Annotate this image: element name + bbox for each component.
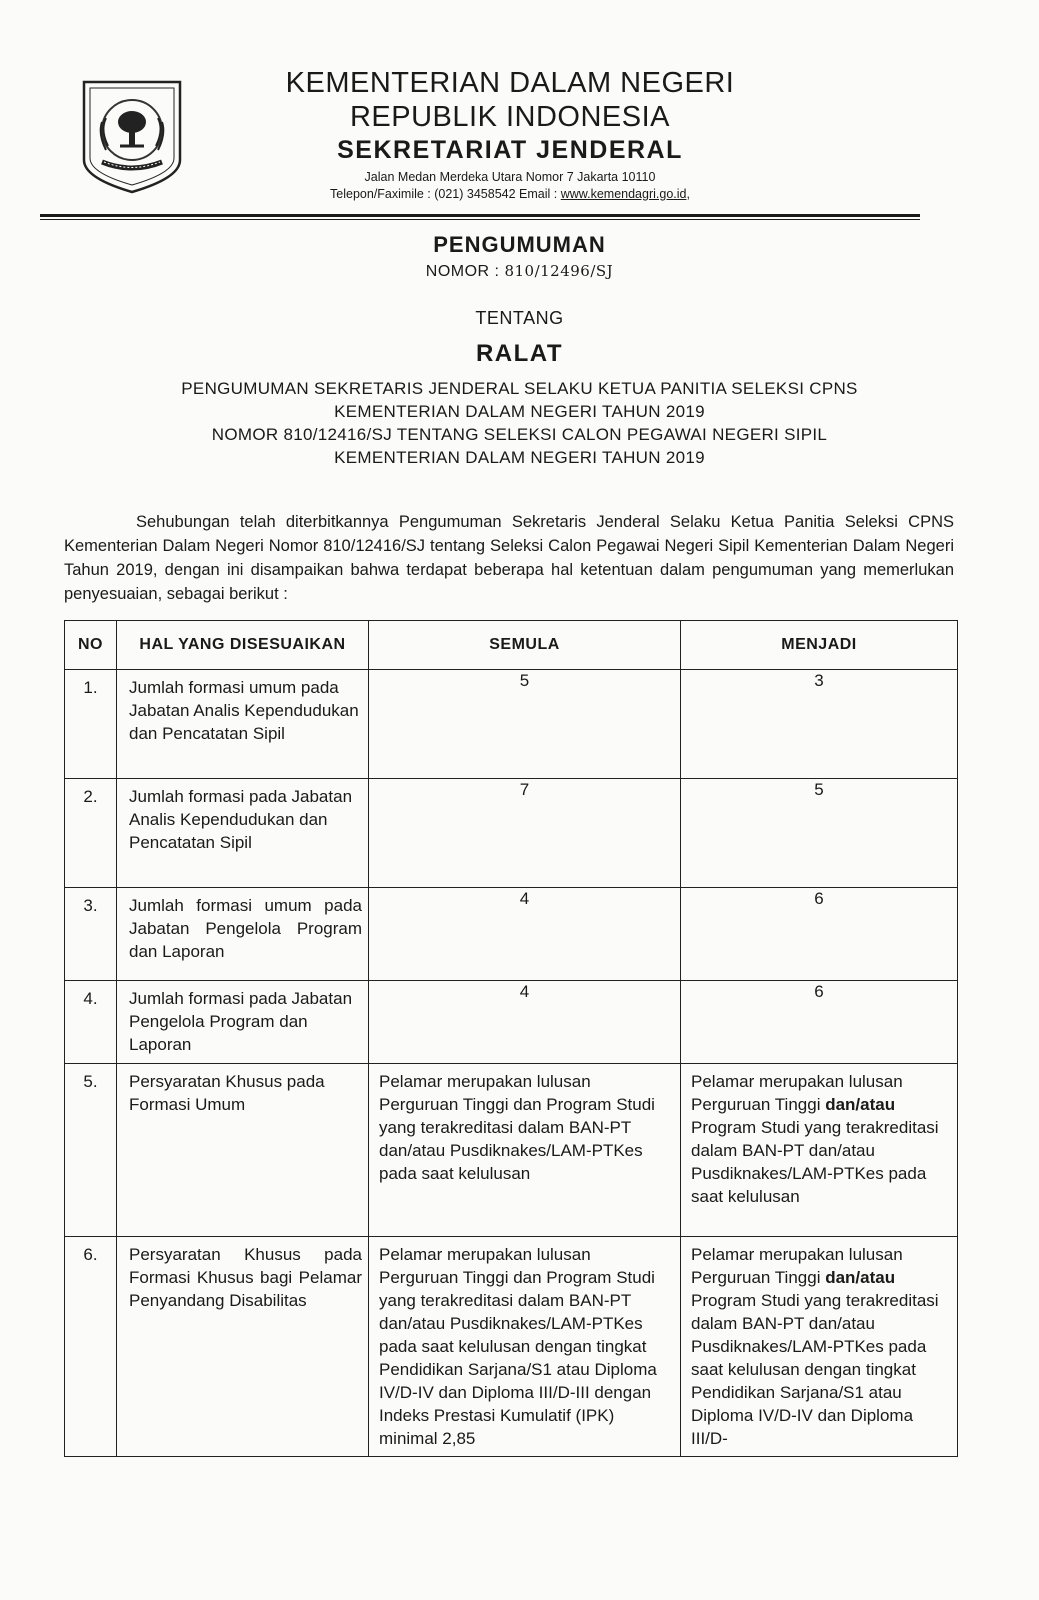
row-subject: Persyaratan Khusus pada Formasi Khusus bagi Pelamar Penyandang Disabilitas bbox=[117, 1237, 369, 1457]
header-menjadi: MENJADI bbox=[681, 621, 958, 670]
row-subject: Jumlah formasi umum pada Jabatan Analis Kependudukan dan Pencatatan Sipil bbox=[117, 670, 369, 779]
row-subject: Jumlah formasi pada Jabatan Analis Kependudukan dan Pencatatan Sipil bbox=[117, 779, 369, 888]
table-row bbox=[65, 888, 958, 981]
body-paragraph bbox=[64, 510, 954, 606]
row-number: 6. bbox=[65, 1237, 117, 1457]
row-original-value: 5 bbox=[369, 670, 681, 779]
row-corrected-text bbox=[681, 1064, 958, 1237]
row-original-value: 4 bbox=[369, 981, 681, 1064]
website-suffix: , bbox=[686, 187, 690, 201]
letterhead bbox=[230, 66, 790, 202]
row-corrected-value: 6 bbox=[681, 981, 958, 1064]
row-corrected-text bbox=[681, 1237, 958, 1457]
header-semula: SEMULA bbox=[369, 621, 681, 670]
table-row bbox=[65, 1064, 958, 1237]
letterhead-phone: Telepon/Faximile : (021) 3458542 Email : bbox=[330, 187, 561, 201]
letterhead-divider-thick bbox=[40, 214, 920, 217]
table-header-row bbox=[65, 621, 958, 670]
corrected-text-pre: Pelamar merupakan lulusan Perguruan Tinggi bbox=[691, 1245, 903, 1287]
table-row bbox=[65, 981, 958, 1064]
corrected-text-emphasis: dan/atau bbox=[825, 1268, 896, 1287]
row-number: 1. bbox=[65, 670, 117, 779]
row-subject: Persyaratan Khusus pada Formasi Umum bbox=[117, 1064, 369, 1237]
row-corrected-value: 5 bbox=[681, 779, 958, 888]
corrected-text-emphasis: dan/atau bbox=[825, 1095, 896, 1114]
subject-line: KEMENTERIAN DALAM NEGERI TAHUN 2019 bbox=[334, 448, 705, 467]
subject-description bbox=[0, 377, 1039, 469]
website-link[interactable]: www.kemendagri.go.id bbox=[560, 187, 687, 201]
row-corrected-value: 6 bbox=[681, 888, 958, 981]
ministry-emblem-icon bbox=[80, 78, 184, 196]
table-row bbox=[65, 670, 958, 779]
correction-table bbox=[64, 620, 958, 1457]
row-original-text: Pelamar merupakan lulusan Perguruan Tinggi dan Program Studi yang terakreditasi dalam BAN-PT dan/atau Pusdiknakes/LAM-PTKes pada saat kelulusan bbox=[369, 1064, 681, 1237]
header-no: NO bbox=[65, 621, 117, 670]
number-label: NOMOR : bbox=[425, 263, 505, 280]
row-number: 5. bbox=[65, 1064, 117, 1237]
subject-line: KEMENTERIAN DALAM NEGERI TAHUN 2019 bbox=[334, 402, 705, 421]
table-row bbox=[65, 1237, 958, 1457]
row-subject: Jumlah formasi pada Jabatan Pengelola Program dan Laporan bbox=[117, 981, 369, 1064]
number-value: 810/12496/SJ bbox=[504, 262, 614, 280]
announcement-heading: PENGUMUMAN bbox=[433, 232, 606, 257]
letterhead-ministry: KEMENTERIAN DALAM NEGERI bbox=[285, 67, 735, 99]
announcement-number bbox=[0, 262, 1039, 281]
letterhead-address: Jalan Medan Merdeka Utara Nomor 7 Jakarta 10110 bbox=[364, 170, 656, 184]
row-number: 2. bbox=[65, 779, 117, 888]
subject-line: NOMOR 810/12416/SJ TENTANG SELEKSI CALON PEGAWAI NEGERI SIPIL bbox=[211, 425, 828, 444]
row-number: 3. bbox=[65, 888, 117, 981]
subject-line: PENGUMUMAN SEKRETARIS JENDERAL SELAKU KETUA PANITIA SELEKSI CPNS bbox=[181, 379, 858, 398]
letterhead-contact bbox=[230, 186, 790, 202]
corrected-text-post: Program Studi yang terakreditasi dalam BAN-PT dan/atau Pusdiknakes/LAM-PTKes pada saat kelulusan bbox=[691, 1118, 939, 1206]
about-label: TENTANG bbox=[475, 308, 564, 328]
row-original-value: 4 bbox=[369, 888, 681, 981]
body-paragraph-text: Sehubungan telah diterbitkannya Pengumuman Sekretaris Jenderal Selaku Ketua Panitia Seleksi CPNS Kementerian Dalam Negeri Nomor 810/12416/SJ tentang Seleksi Calon Pegawai Negeri Sipil Kementerian Dalam Negeri Tahun 2019, dengan ini disampaikan bahwa terdapat beberapa hal ketentuan dalam pengumuman yang memerlukan penyesuaian, sebagai berikut : bbox=[64, 513, 954, 603]
letterhead-country: REPUBLIK INDONESIA bbox=[349, 101, 671, 133]
row-original-value: 7 bbox=[369, 779, 681, 888]
header-hal: HAL YANG DISESUAIKAN bbox=[117, 621, 369, 670]
corrected-text-pre: Pelamar merupakan lulusan Perguruan Tinggi bbox=[691, 1072, 903, 1114]
table-row bbox=[65, 779, 958, 888]
row-number: 4. bbox=[65, 981, 117, 1064]
row-original-text: Pelamar merupakan lulusan Perguruan Tinggi dan Program Studi yang terakreditasi dalam BAN-PT dan/atau Pusdiknakes/LAM-PTKes pada saat kelulusan dengan tingkat Pendidikan Sarjana/S1 atau Diploma IV/D-IV dan Diploma III/D-III dengan Indeks Prestasi Kumulatif (IPK) minimal 2,85 bbox=[369, 1237, 681, 1457]
row-subject: Jumlah formasi umum pada Jabatan Pengelola Program dan Laporan bbox=[117, 888, 369, 981]
corrected-text-post: Program Studi yang terakreditasi dalam BAN-PT dan/atau Pusdiknakes/LAM-PTKes pada saat kelulusan dengan tingkat Pendidikan Sarjana/S1 atau Diploma IV/D-IV dan Diploma III/D- bbox=[691, 1291, 939, 1448]
row-corrected-value: 3 bbox=[681, 670, 958, 779]
subject-main: RALAT bbox=[475, 340, 564, 367]
letterhead-secretariat: SEKRETARIAT JENDERAL bbox=[337, 136, 683, 164]
letterhead-divider-thin bbox=[40, 219, 920, 220]
